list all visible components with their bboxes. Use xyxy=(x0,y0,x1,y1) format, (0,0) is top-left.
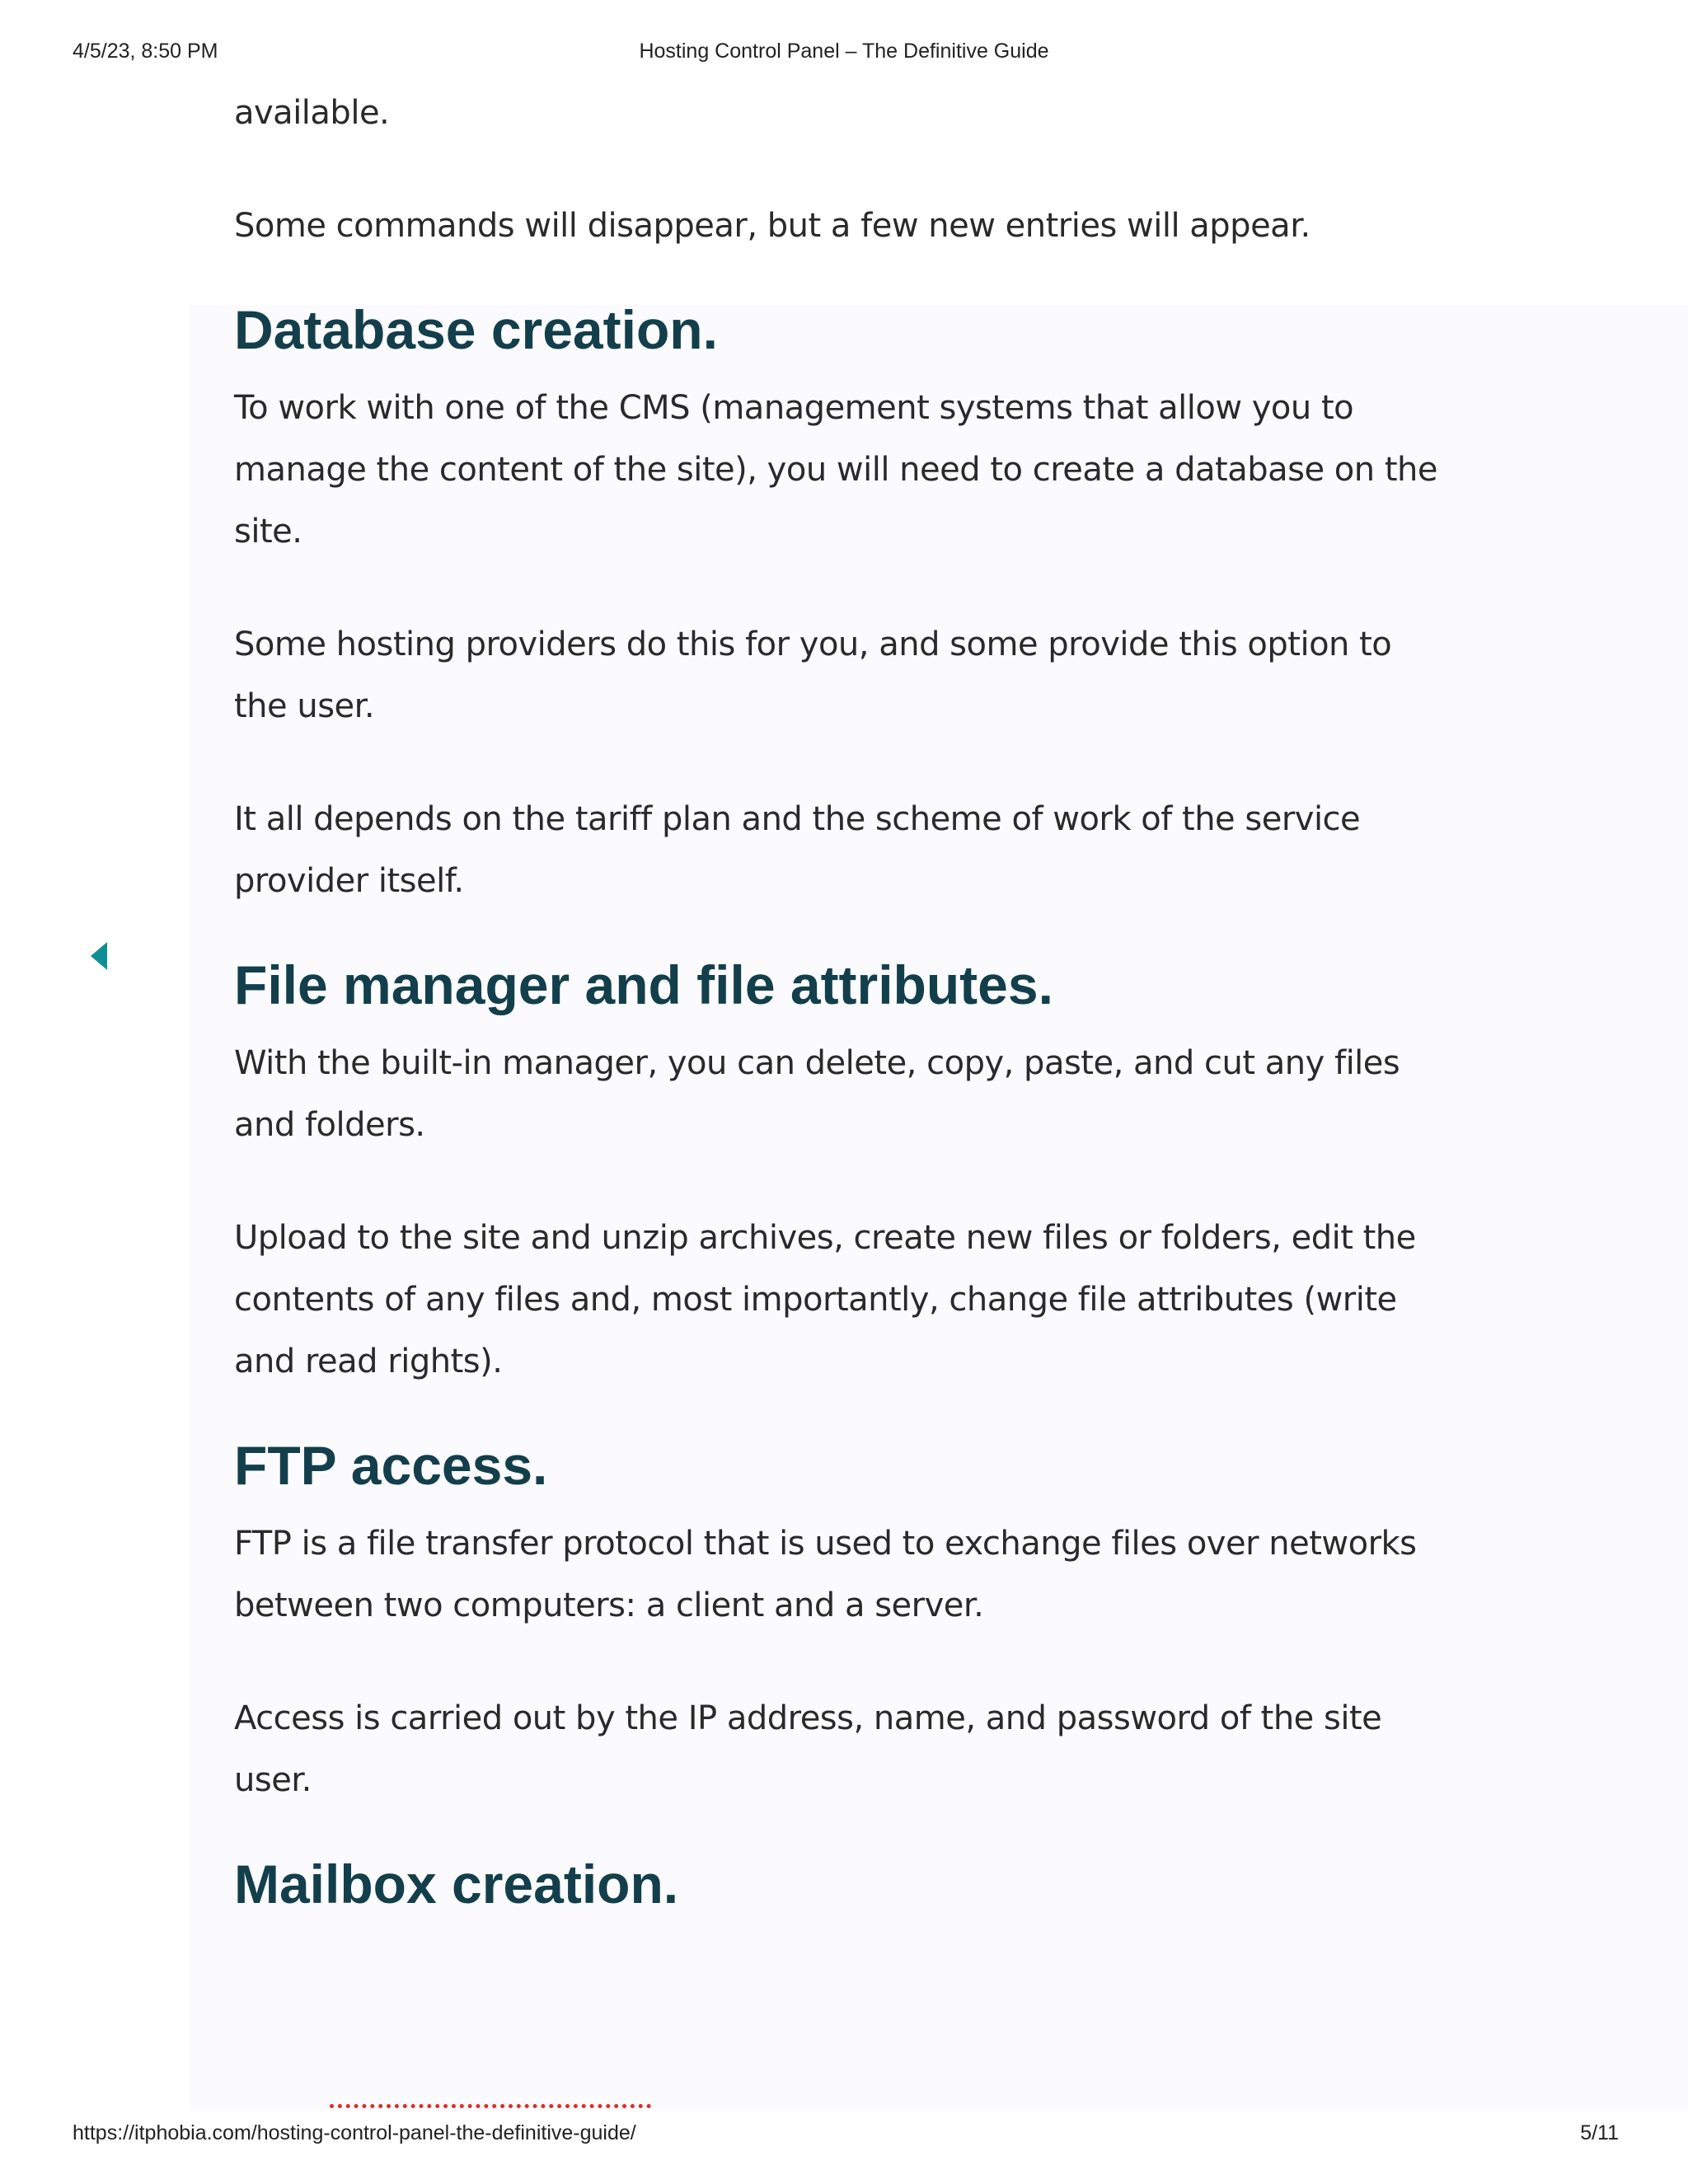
paragraph: available. xyxy=(234,94,390,132)
paragraph: Upload to the site and unzip archives, create new files or folders, edit the contents of any files and, most importantly, change file attributes (write and read rights). xyxy=(234,1219,1416,1380)
print-datetime: 4/5/23, 8:50 PM xyxy=(73,40,218,63)
paragraph: It all depends on the tariff plan and the scheme of work of the service provider itself. xyxy=(234,800,1361,900)
source-url-link[interactable]: https://itphobia.com/hosting-control-panel-the-definitive-guide/ xyxy=(73,2121,636,2144)
paragraph: FTP is a file transfer protocol that is used to exchange files over networks between two computers: a client and a server. xyxy=(234,1525,1417,1624)
section-heading-database: Database creation. xyxy=(234,299,718,360)
paragraph: Some hosting providers do this for you, and some provide this option to the user. xyxy=(234,626,1392,725)
section-heading-mailbox: Mailbox creation. xyxy=(234,1854,679,1915)
article-body xyxy=(234,82,1454,1917)
caret-left-icon[interactable] xyxy=(91,942,107,970)
paragraph: Access is carried out by the IP address, name, and password of the site user. xyxy=(234,1699,1382,1799)
page-number: 5/11 xyxy=(1580,2121,1619,2144)
paragraph: With the built-in manager, you can delete, copy, paste, and cut any files and folders. xyxy=(234,1044,1400,1144)
print-footer xyxy=(0,2121,1688,2151)
dotted-divider xyxy=(330,2104,651,2108)
section-heading-file-manager: File manager and file attributes. xyxy=(234,954,1053,1015)
section-heading-ftp: FTP access. xyxy=(234,1435,548,1496)
print-header xyxy=(0,40,1688,69)
paragraph: To work with one of the CMS (management systems that allow you to manage the content of the site), you will need to create a database on the site. xyxy=(234,389,1437,551)
paragraph: Some commands will disappear, but a few new entries will appear. xyxy=(234,207,1311,245)
print-doc-title: Hosting Control Panel – The Definitive Guide xyxy=(639,40,1049,63)
